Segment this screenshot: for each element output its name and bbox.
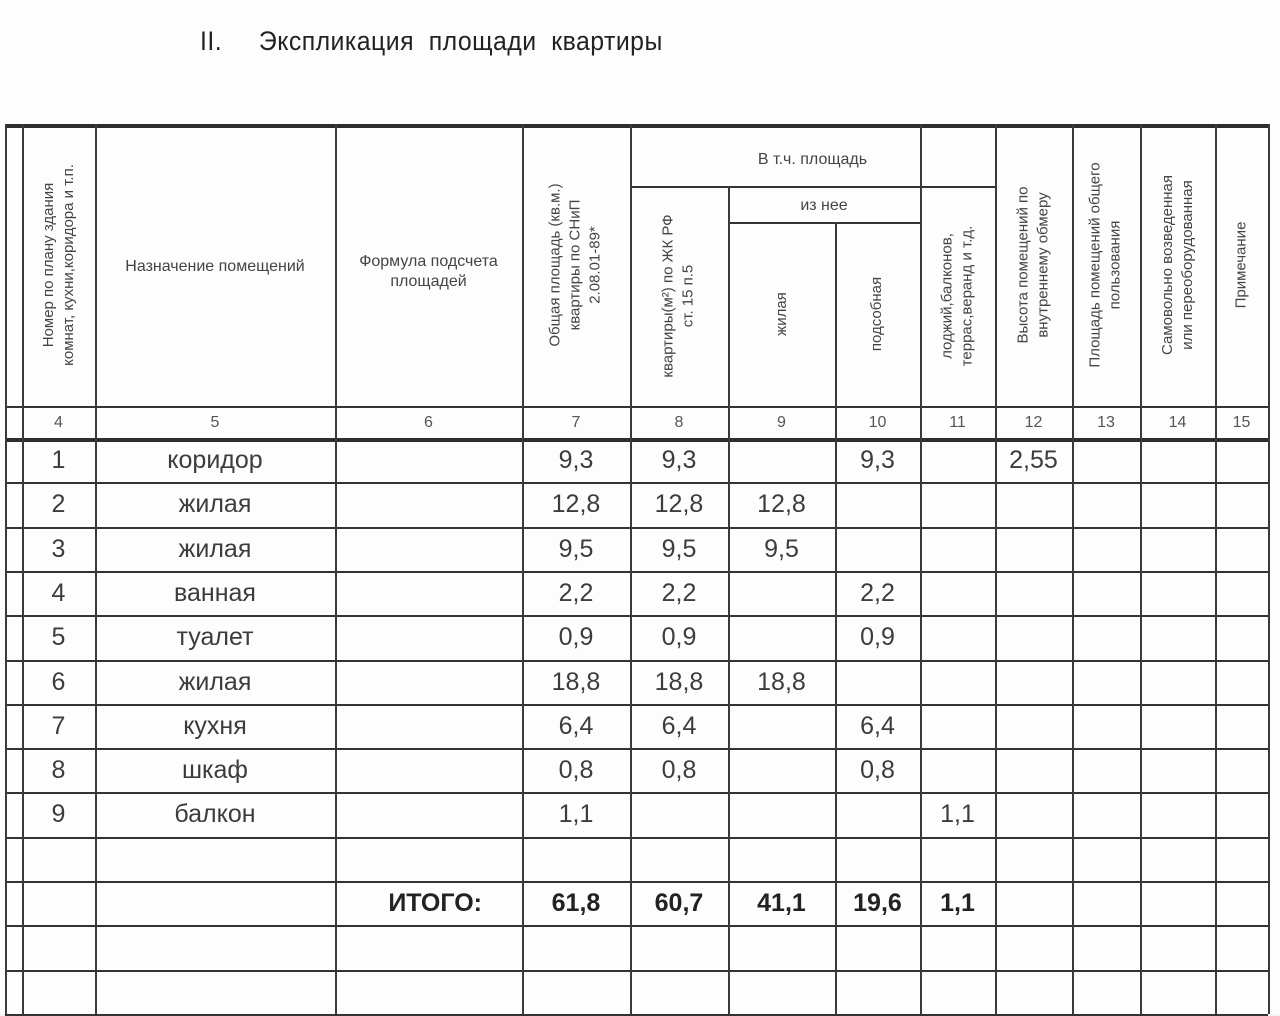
- column-number: 12: [1024, 414, 1043, 431]
- row-divider: [5, 837, 1268, 839]
- column-divider: [1268, 124, 1270, 1014]
- cell-num: 2: [51, 490, 66, 519]
- cell-aux: 9,3: [860, 446, 895, 474]
- cell-total: 2,2: [558, 578, 594, 607]
- cell-balcony: 1,1: [940, 800, 975, 829]
- row-divider: [5, 704, 1268, 706]
- cell-zhk: 6,4: [661, 711, 697, 740]
- header-auxiliary-text: подсобная: [868, 276, 886, 352]
- header-room-height: [995, 124, 1072, 406]
- cell-num: 8: [51, 756, 66, 785]
- header-loggias-balconies-text: лоджий,балконов, террас,веранд и т.д.: [938, 225, 976, 367]
- cell-num: 3: [51, 534, 66, 563]
- cell-name: жилая: [178, 534, 252, 563]
- header-apartment-area-zhk: [630, 186, 728, 406]
- column-number: 10: [868, 414, 887, 431]
- cell-total: 18,8: [551, 667, 601, 696]
- header-note: [1215, 124, 1268, 406]
- column-number: 7: [571, 414, 581, 431]
- cell-aux: 0,8: [860, 756, 895, 785]
- cell-total: 9,5: [558, 534, 594, 563]
- column-number: 8: [674, 414, 684, 431]
- cell-name: ванная: [174, 578, 256, 607]
- cell-total: 12,8: [551, 490, 601, 519]
- cell-num: 6: [51, 667, 66, 696]
- column-number: 14: [1168, 414, 1187, 431]
- total-zhk: 60,7: [654, 889, 704, 917]
- column-numbers-bottom-border: [5, 438, 1268, 442]
- cell-total: 6,4: [558, 711, 594, 740]
- row-divider: [5, 748, 1268, 750]
- title-text: Экспликация площади квартиры: [258, 26, 663, 56]
- header-room-number: [22, 124, 95, 406]
- cell-num: 9: [51, 800, 66, 829]
- row-divider: [5, 881, 1268, 883]
- column-number: 4: [54, 414, 63, 431]
- cell-name: жилая: [178, 667, 252, 696]
- cell-name: коридор: [167, 446, 263, 474]
- column-number: 5: [210, 414, 220, 431]
- header-note-text: Примечание: [1232, 221, 1250, 309]
- header-unauthorized-text: Самовольно возведенная или переоборудованная: [1158, 175, 1196, 355]
- header-room-purpose: Назначение помещений: [125, 258, 305, 275]
- header-total-area: [522, 124, 630, 406]
- column-number: 6: [424, 414, 433, 431]
- cell-name: кухня: [183, 711, 247, 740]
- header-apartment-area-zhk-text: квартиры(м²) по ЖК РФ ст. 15 п.5: [660, 214, 697, 378]
- total-living: 41,1: [757, 889, 806, 917]
- cell-num: 7: [51, 711, 66, 740]
- row-divider: [5, 571, 1268, 573]
- cell-zhk: 9,5: [661, 534, 697, 563]
- cell-total: 9,3: [558, 446, 594, 474]
- header-living: [728, 222, 835, 406]
- cell-height: 2,55: [1009, 446, 1058, 474]
- cell-total: 0,9: [558, 623, 594, 652]
- row-divider: [5, 527, 1268, 529]
- row-divider: [5, 660, 1268, 662]
- cell-aux: 6,4: [860, 711, 895, 740]
- total-aux: 19,6: [853, 889, 902, 917]
- section-number: II.: [200, 26, 223, 56]
- header-area-formula: Формула подсчета площадей: [359, 253, 498, 290]
- cell-total: 0,8: [558, 756, 594, 785]
- header-room-number-text: Номер по плану здания комнат, кухни,коридора и т.п.: [39, 164, 77, 366]
- cell-living: 9,5: [764, 534, 799, 563]
- cell-name: шкаф: [181, 756, 248, 785]
- header-room-height-text: Высота помещений по внутреннему обмеру: [1014, 186, 1052, 344]
- column-number: 13: [1097, 414, 1115, 431]
- header-of-which: из нее: [800, 197, 848, 214]
- row-divider: [5, 615, 1268, 617]
- cell-zhk: 18,8: [654, 667, 704, 696]
- header-unauthorized: [1140, 124, 1215, 406]
- total-balcony: 1,1: [940, 889, 975, 917]
- column-number: 15: [1232, 414, 1251, 431]
- cell-zhk: 9,3: [661, 446, 697, 474]
- cell-total: 1,1: [558, 800, 594, 829]
- cell-living: 18,8: [757, 667, 806, 696]
- header-bottom-border: [5, 406, 1268, 408]
- header-living-text: жилая: [772, 292, 790, 336]
- row-divider: [5, 970, 1268, 972]
- header-including-area: В т.ч. площадь: [757, 151, 868, 168]
- header-common-area-text: Площадь помещений общего пользования: [1087, 162, 1124, 368]
- cell-num: 5: [51, 623, 66, 652]
- cell-num: 1: [51, 446, 66, 474]
- cell-name: балкон: [174, 800, 256, 829]
- cell-zhk: 2,2: [661, 578, 697, 607]
- header-auxiliary: [835, 222, 920, 406]
- header-common-area: [1072, 124, 1140, 406]
- row-divider: [5, 925, 1268, 927]
- header-total-area-text: Общая площадь (кв.м.) квартиры по СНиП 2.08.01-89*: [547, 183, 604, 347]
- cell-num: 4: [51, 578, 66, 607]
- header-loggias-balconies: [920, 186, 995, 406]
- cell-name: жилая: [178, 490, 252, 519]
- cell-aux: 0,9: [860, 623, 895, 652]
- total-label: ИТОГО:: [388, 889, 482, 917]
- row-divider: [5, 792, 1268, 794]
- cell-name: туалет: [176, 623, 254, 652]
- cell-zhk: 0,9: [661, 623, 697, 652]
- column-number: 9: [777, 414, 786, 431]
- row-divider: [5, 482, 1268, 484]
- total-total: 61,8: [551, 889, 601, 917]
- cell-zhk: 12,8: [654, 490, 704, 519]
- cell-living: 12,8: [757, 490, 806, 519]
- column-divider: [5, 124, 7, 1014]
- cell-aux: 2,2: [860, 578, 895, 607]
- cell-zhk: 0,8: [661, 756, 697, 785]
- column-number: 11: [949, 414, 966, 431]
